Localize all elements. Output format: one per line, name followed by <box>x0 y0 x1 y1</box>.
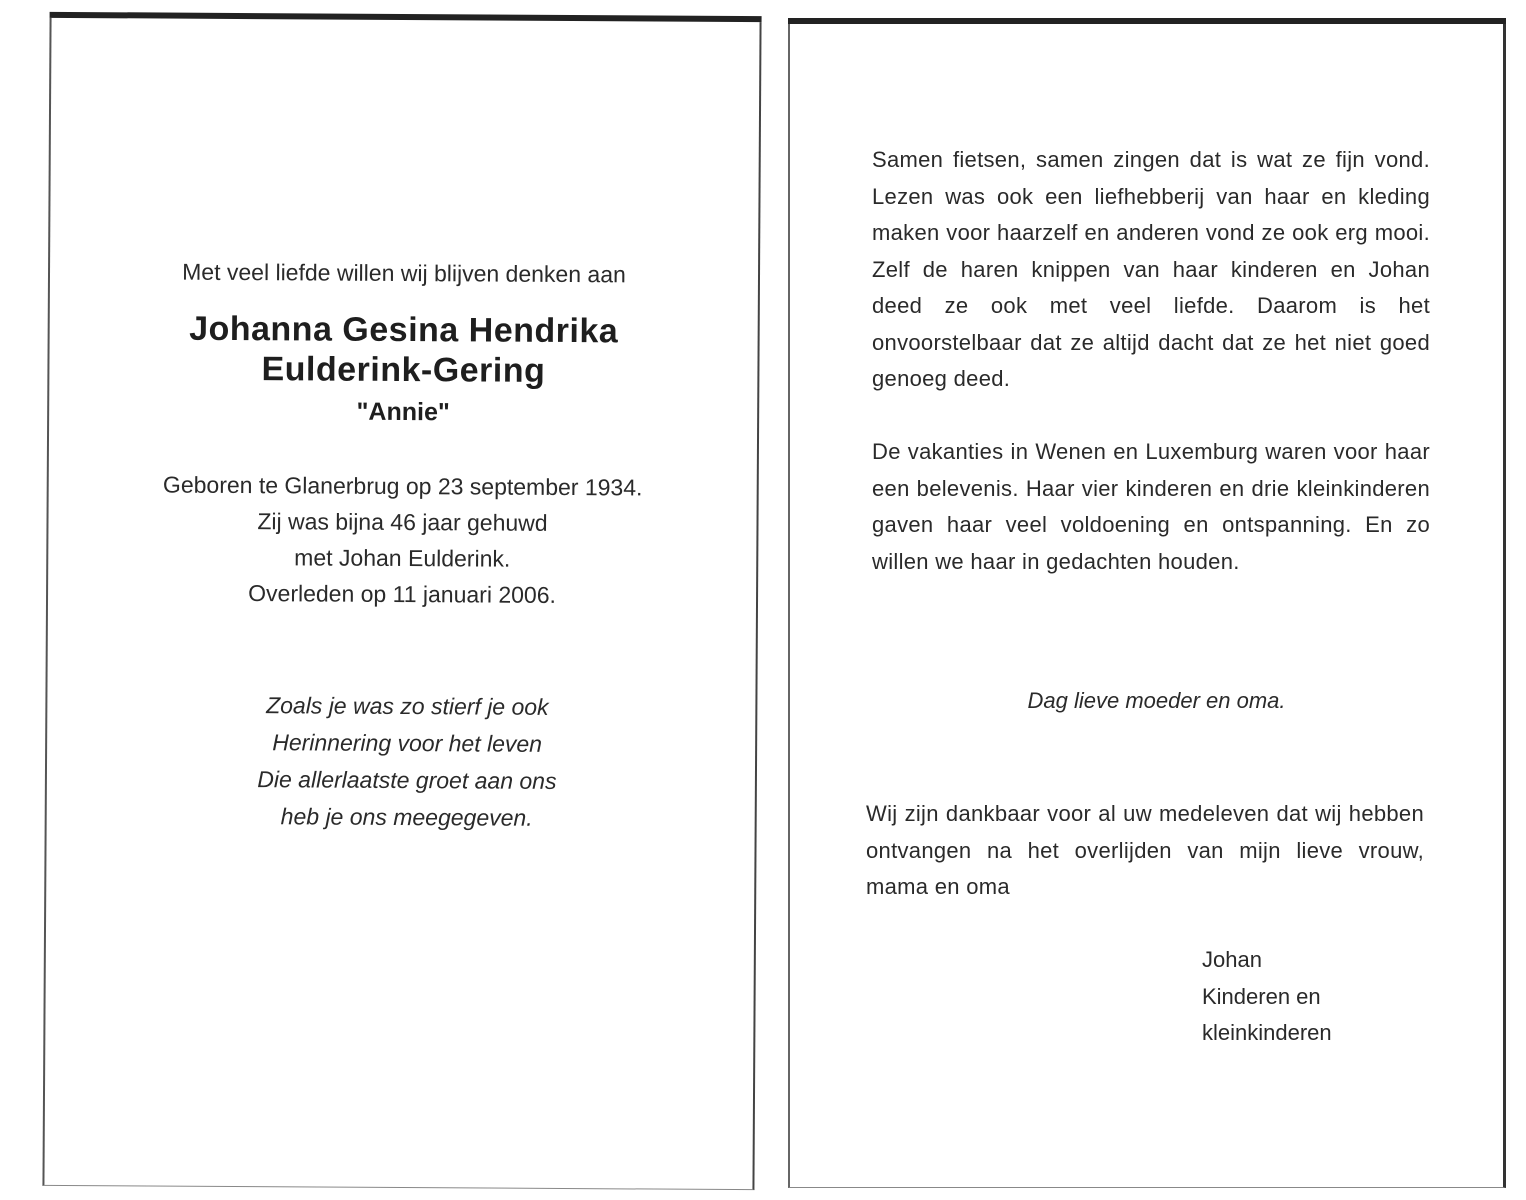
poem <box>47 686 762 838</box>
fact-line: Overleden op 11 januari 2006. <box>248 580 557 608</box>
card-top-edge <box>50 12 762 22</box>
signature-line: kleinkinderen <box>1202 1020 1332 1045</box>
deceased-name <box>49 308 757 392</box>
signature <box>1202 942 1332 1052</box>
fact-line: met Johan Eulderink. <box>294 544 511 572</box>
farewell-line: Dag lieve moeder en oma. <box>1027 688 1286 713</box>
poem-line: Die allerlaatste groet aan ons <box>257 766 557 794</box>
right-card <box>788 24 1506 1188</box>
card-top-edge <box>788 18 1506 24</box>
nickname: "Annie" <box>356 397 450 427</box>
paragraph-vacations: De vakanties in Wenen en Luxemburg waren voor haar een belevenis. Haar vier kinderen en drie kleinkinderen gaven haar veel voldoening en ontspanning. En zo willen we haar in gedachten houden. <box>872 439 1430 574</box>
life-facts <box>48 466 757 614</box>
signature-line: Kinderen en <box>1202 983 1321 1009</box>
fact-line: Geboren te Glanerbrug op 23 september 1934. <box>162 471 643 501</box>
signature-line: Johan <box>1202 947 1262 972</box>
fact-line: Zij was bijna 46 jaar gehuwd <box>257 508 548 536</box>
name-line-2: Eulderink-Gering <box>261 350 546 390</box>
intro-text: Met veel liefde willen wij blijven denken aan <box>182 258 626 288</box>
poem-line: Herinnering voor het leven <box>272 729 543 757</box>
poem-line: heb je ons meegegeven. <box>280 803 533 831</box>
paragraph-hobbies: Samen fietsen, samen zingen dat is wat ze fijn vond. Lezen was ook een liefhebberij van haar en kleding maken voor haarzelf en anderen vond ze ook erg mooi. Zelf de haren knippen van haar kinderen en Johan deed ze ook met veel liefde. Daarom is het onvoorstelbaar dat ze altijd dacht dat ze het niet goed genoeg deed. <box>872 147 1430 391</box>
name-line-1: Johanna Gesina Hendrika <box>189 309 619 351</box>
left-card <box>42 18 761 1190</box>
poem-line: Zoals je was zo stierf je ook <box>266 692 549 720</box>
thanks-paragraph: Wij zijn dankbaar voor al uw medeleven dat wij hebben ontvangen na het overlijden van mijn lieve vrouw, mama en oma <box>866 801 1424 899</box>
